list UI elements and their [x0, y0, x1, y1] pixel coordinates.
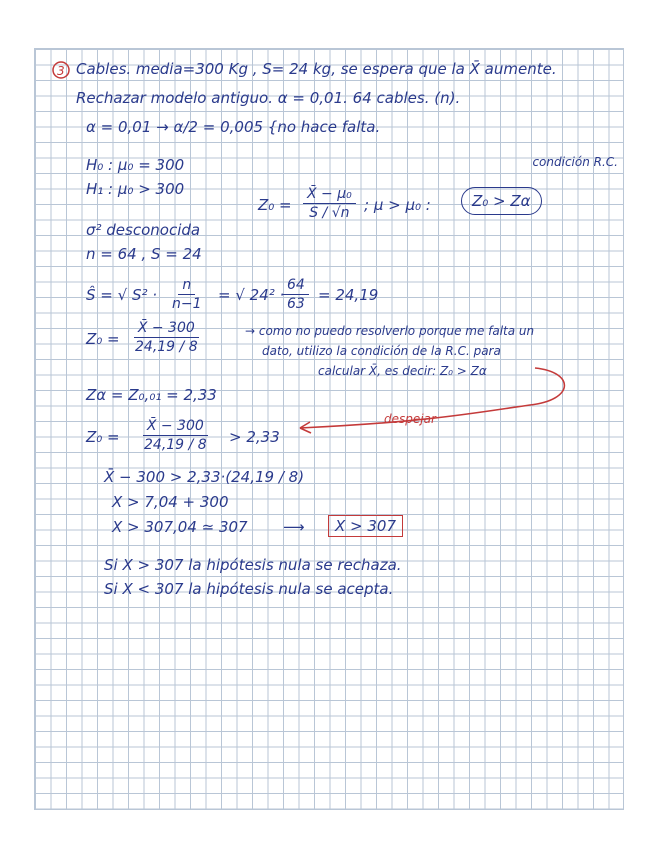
- conclusion-accept: Si X < 307 la hipótesis nula se acepta.: [104, 580, 394, 598]
- rejection-region-oval: Z₀ > Zα: [461, 187, 542, 215]
- result-arrow: ⟶: [283, 518, 305, 536]
- s-hat-frac1-num: n: [178, 277, 195, 295]
- sigma-unknown: σ² desconocida: [86, 221, 201, 239]
- despejar-label: despejar: [384, 412, 436, 426]
- boxed-result: X > 307: [328, 515, 403, 537]
- null-hypothesis: H₀ : μ₀ = 300: [86, 156, 185, 174]
- z-statistic-numerator: X̄ − μ₀: [303, 186, 356, 204]
- s-hat-fraction-1: [168, 277, 206, 312]
- z0-ineq-lhs: Z₀ =: [86, 428, 120, 446]
- z0-fraction: [131, 320, 202, 355]
- explanation-line-1: → como no puedo resolverlo porque me falta un: [245, 324, 535, 338]
- s-hat-frac2-den: 63: [287, 296, 305, 312]
- z-statistic-lhs: Z₀ =: [258, 196, 292, 214]
- s-hat-middle: = √ 24² ·: [218, 286, 285, 304]
- explanation-line-2: dato, utilizo la condición de la R.C. para: [262, 344, 501, 358]
- problem-line-2: Rechazar modelo antiguo. α = 0,01. 64 cables. (n).: [76, 89, 461, 107]
- conclusion-reject: Si X > 307 la hipótesis nula se rechaza.: [104, 556, 402, 574]
- z0-ineq-denominator: 24,19 / 8: [144, 437, 207, 453]
- alt-hypothesis: H₁ : μ₀ > 300: [86, 180, 185, 198]
- z-statistic-condition: ; μ > μ₀ :: [364, 196, 431, 214]
- solve-step-1: X̄ − 300 > 2,33·(24,19 / 8): [104, 468, 305, 486]
- n-and-s-values: n = 64 , S = 24: [86, 245, 202, 263]
- s-hat-fraction-2: [283, 277, 309, 312]
- problem-line-1: Cables. media=300 Kg , S= 24 kg, se espera que la X̄ aumente.: [76, 60, 557, 78]
- problem-number: 3: [57, 64, 65, 78]
- s-hat-result: = 24,19: [318, 286, 379, 304]
- z0-ineq-fraction: [140, 418, 211, 453]
- z0-ineq-rhs: > 2,33: [229, 428, 280, 446]
- z0-denominator: 24,19 / 8: [135, 339, 198, 355]
- z-alpha-value: Zα = Z₀,₀₁ = 2,33: [86, 386, 217, 404]
- z0-numerator: X̄ − 300: [134, 320, 199, 338]
- s-hat-lhs: Ŝ = √ S² ·: [86, 286, 158, 304]
- explanation-line-3: calcular X̄, es decir: Z₀ > Zα: [318, 364, 487, 378]
- z0-lhs: Z₀ =: [86, 330, 120, 348]
- alpha-line: α = 0,01 → α/2 = 0,005 {no hace falta.: [86, 118, 381, 136]
- s-hat-frac1-den: n−1: [172, 296, 202, 312]
- z0-ineq-numerator: X̄ − 300: [143, 418, 208, 436]
- solve-step-3: X > 307,04 ≃ 307: [112, 518, 248, 536]
- z-statistic-denominator: S / √n: [309, 205, 350, 221]
- solve-step-2: X > 7,04 + 300: [112, 493, 229, 511]
- s-hat-frac2-num: 64: [283, 277, 309, 295]
- condition-label: condición R.C.: [532, 155, 618, 169]
- z-statistic-fraction: [303, 186, 356, 221]
